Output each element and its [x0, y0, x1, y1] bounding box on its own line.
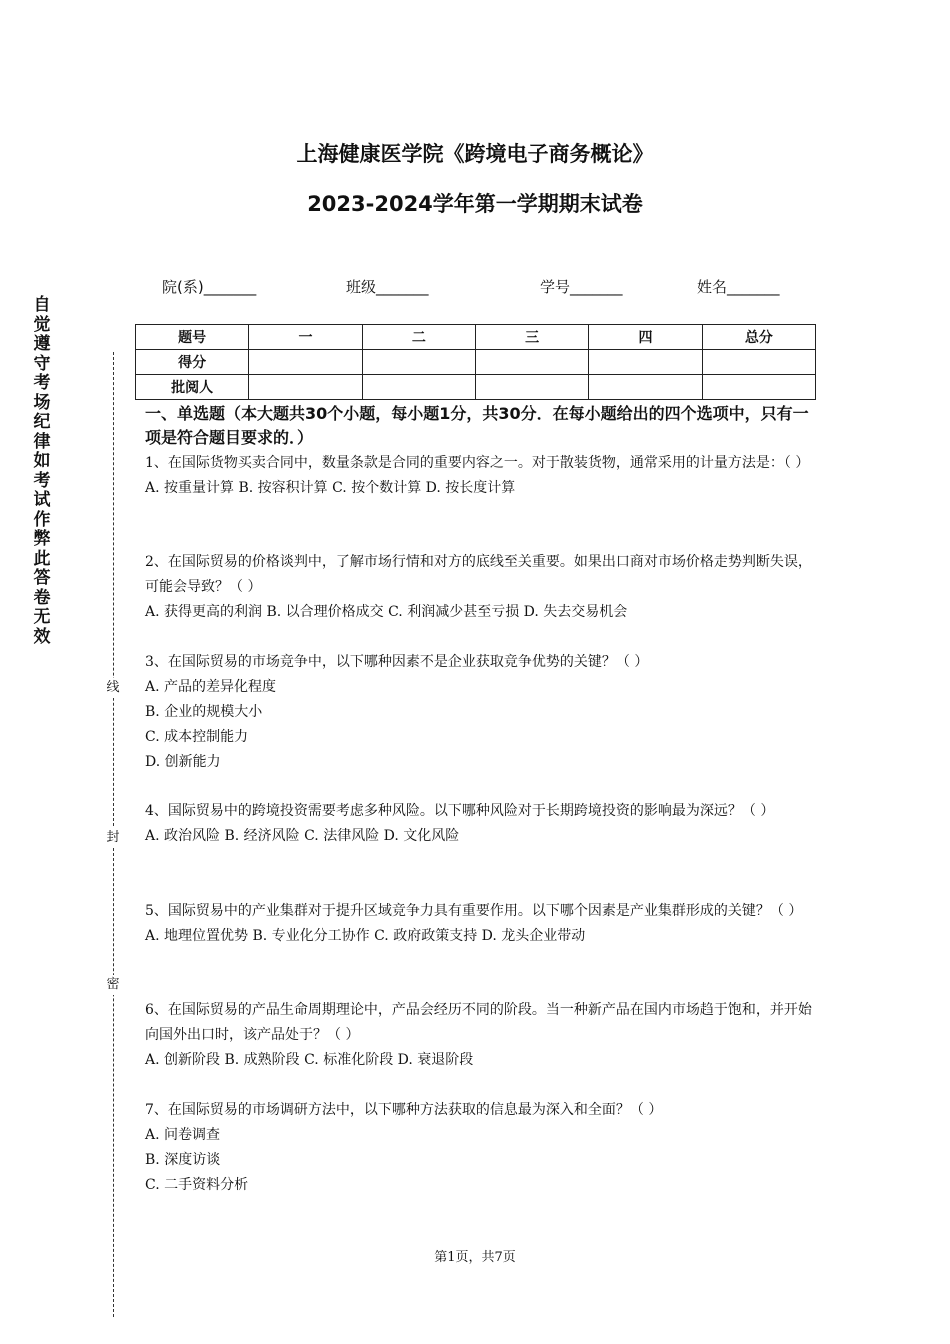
binding-warning-char: 守 — [33, 353, 51, 374]
question-stem: 4、国际贸易中的跨境投资需要考虑多种风险。以下哪种风险对于长期跨境投资的影响最为深远？（ ） — [145, 803, 775, 819]
question-stem: 7、在国际贸易的市场调研方法中，以下哪种方法获取的信息最为深入和全面？（ ） — [145, 1102, 663, 1118]
question-stem: 2、在国际贸易的价格谈判中，了解市场行情和对方的底线至关重要。如果出口商对市场价格走势判断失误，可能会导致？（ ） — [145, 554, 812, 595]
seal-seal-mark: 封 — [103, 828, 123, 848]
question-4 — [145, 799, 813, 849]
grader-cell — [589, 375, 702, 400]
question-stem: 3、在国际贸易的市场竞争中，以下哪种因素不是企业获取竞争优势的关键？（ ） — [145, 654, 649, 670]
binding-warning-char: 卷 — [33, 587, 51, 608]
score-table-header-row — [136, 325, 816, 350]
question-stem: 6、在国际贸易的产品生命周期理论中，产品会经历不同的阶段。当一种新产品在国内市场趋于饱和，并开始向国外出口时，该产品处于？（ ） — [145, 1002, 812, 1043]
dept-field: 院(系)_______ — [162, 278, 257, 296]
score-cell — [249, 350, 362, 375]
question-7 — [145, 1098, 813, 1198]
exam-title-line1: 上海健康医学院《跨境电子商务概论》 — [296, 142, 654, 166]
score-table-header-cell: 二 — [362, 325, 475, 350]
exam-title-line2: 2023-2024学年第一学期期末试卷 — [307, 192, 643, 216]
score-cell — [702, 350, 815, 375]
question-options: A. 创新阶段 B. 成熟阶段 C. 标准化阶段 D. 衰退阶段 — [145, 1052, 474, 1068]
binding-warning-char: 答 — [33, 568, 51, 588]
grader-cell — [249, 375, 362, 400]
question-options: A. 按重量计算 B. 按容积计算 C. 按个数计算 D. 按长度计算 — [145, 480, 516, 496]
score-cell — [475, 350, 588, 375]
seal-line-mark: 线 — [103, 678, 123, 698]
binding-warning-char: 效 — [33, 626, 51, 647]
score-table-score-row — [136, 350, 816, 375]
binding-warning-char: 自 — [33, 295, 51, 315]
grader-cell — [362, 375, 475, 400]
grader-cell — [702, 375, 815, 400]
score-cell — [589, 350, 702, 375]
question-option: A. 产品的差异化程度 — [145, 679, 277, 695]
question-stem: 1、在国际货物买卖合同中，数量条款是合同的重要内容之一。对于散装货物，通常采用的计量方法是：（ ） — [145, 455, 810, 471]
binding-warning-char: 考 — [33, 470, 51, 491]
binding-warning-char: 弊 — [33, 529, 51, 549]
score-table-header-cell: 总分 — [702, 325, 815, 350]
score-table-header-cell: 一 — [249, 325, 362, 350]
binding-warning-char: 如 — [33, 451, 51, 471]
score-cell — [362, 350, 475, 375]
question-options: A. 地理位置优势 B. 专业化分工协作 C. 政府政策支持 D. 龙头企业带动 — [145, 928, 586, 944]
binding-warning-char: 无 — [33, 607, 51, 627]
score-table-header-cell: 三 — [475, 325, 588, 350]
seal-secret-mark: 密 — [103, 975, 123, 995]
student-id-field: 学号_______ — [540, 278, 623, 296]
question-option: D. 创新能力 — [145, 754, 221, 770]
question-option: B. 企业的规模大小 — [145, 704, 263, 720]
grader-row-label: 批阅人 — [136, 375, 249, 400]
binding-warning-char: 纪 — [33, 412, 51, 432]
question-1 — [145, 451, 813, 501]
binding-warning-char: 考 — [33, 373, 51, 393]
binding-warning-char: 律 — [33, 431, 51, 452]
question-6 — [145, 998, 813, 1073]
question-option: B. 深度访谈 — [145, 1152, 221, 1168]
question-options: A. 获得更高的利润 B. 以合理价格成交 C. 利润减少甚至亏损 D. 失去交易机会 — [145, 604, 628, 620]
binding-warning-char: 觉 — [33, 314, 51, 335]
question-5 — [145, 899, 813, 949]
binding-warning-char: 试 — [33, 490, 51, 510]
binding-warning-char: 场 — [33, 392, 51, 413]
score-table-grader-row — [136, 375, 816, 400]
binding-warning-vertical — [22, 296, 62, 647]
class-field: 班级_______ — [346, 278, 429, 296]
question-2 — [145, 550, 813, 625]
binding-warning-char: 此 — [33, 548, 51, 569]
question-option: C. 成本控制能力 — [145, 729, 249, 745]
question-stem: 5、国际贸易中的产业集群对于提升区域竞争力具有重要作用。以下哪个因素是产业集群形成的关键？（ ） — [145, 903, 803, 919]
score-table-header-cell: 题号 — [136, 325, 249, 350]
question-option: A. 问卷调查 — [145, 1127, 221, 1143]
grader-cell — [475, 375, 588, 400]
name-field: 姓名_______ — [697, 278, 780, 296]
score-table-header-cell: 四 — [589, 325, 702, 350]
binding-warning-char: 作 — [33, 509, 51, 530]
score-row-label: 得分 — [136, 350, 249, 375]
binding-warning-char: 遵 — [33, 334, 51, 354]
question-options: A. 政治风险 B. 经济风险 C. 法律风险 D. 文化风险 — [145, 828, 460, 844]
page-number: 第1页，共7页 — [434, 1250, 516, 1265]
section-heading: 一、单选题（本大题共30个小题，每小题1分，共30分．在每小题给出的四个选项中，只有一项是符合题目要求的．） — [145, 404, 809, 447]
question-option: C. 二手资料分析 — [145, 1177, 249, 1193]
question-3 — [145, 650, 813, 775]
score-table — [135, 324, 816, 400]
